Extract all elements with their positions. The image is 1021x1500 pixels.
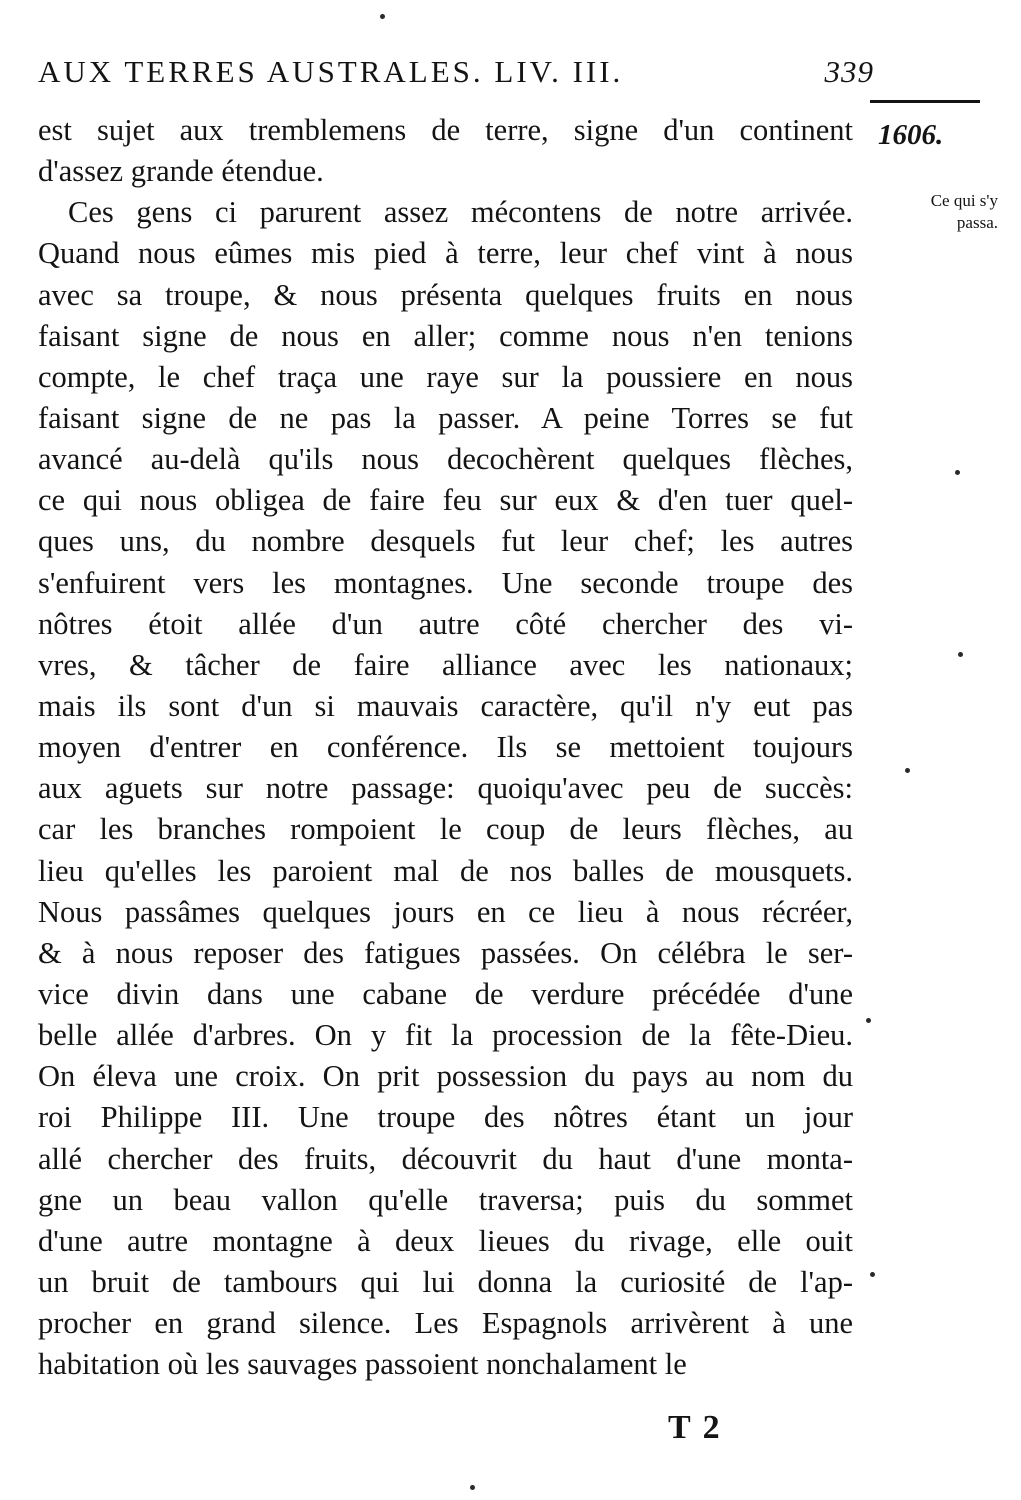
ink-speck [958,652,963,657]
ink-speck [870,1272,875,1277]
margin-year: 1606. [878,119,944,151]
text-line: s'enfuirent vers les montagnes. Une seconde troupe des [38,565,853,600]
text-line: Ces gens ci parurent assez mécontens de notre arrivée. [68,195,853,230]
ink-speck [866,1018,871,1023]
text-line: ques uns, du nombre desquels fut leur chef; les autres [38,524,853,559]
text-line: habitation où les sauvages passoient nonchalament le [38,1347,687,1382]
ink-speck [470,1485,475,1490]
text-line: lieu qu'elles les paroient mal de nos balles de mousquets. [38,853,853,888]
text-line: faisant signe de ne pas la passer. A peine Torres se fut [38,400,853,435]
text-line: moyen d'entrer en conférence. Ils se mettoient toujours [38,730,853,765]
running-head [38,52,874,92]
text-line: belle allée d'arbres. On y fit la procession de la fête-Dieu. [38,1018,853,1053]
text-line: On éleva une croix. On prit possession du pays au nom du [38,1059,853,1094]
text-line: procher en grand silence. Les Espagnols arrivèrent à une [38,1306,853,1341]
page-number: 339 [824,54,874,89]
text-line: & à nous reposer des fatigues passées. On célébra le ser- [38,935,853,970]
signature-mark: T 2 [668,1409,722,1446]
running-head-title: AUX TERRES AUSTRALES. LIV. III. [38,54,624,89]
body-text [38,110,853,1385]
text-line: gne un beau vallon qu'elle traversa; puis du sommet [38,1182,853,1217]
text-line: car les branches rompoient le coup de leurs flèches, au [38,812,853,847]
text-line: vres, & tâcher de faire alliance avec les nationaux; [38,647,853,682]
text-line: Quand nous eûmes mis pied à terre, leur chef vint à nous [38,236,853,271]
text-line: ce qui nous obligea de faire feu sur eux & d'en tuer quel- [38,483,853,518]
text-line: un bruit de tambours qui lui donna la curiosité de l'ap- [38,1264,853,1299]
text-line: d'assez grande étendue. [38,154,324,189]
text-line: mais ils sont d'un si mauvais caractère, qu'il n'y eut pas [38,688,853,723]
text-line: roi Philippe III. Une troupe des nôtres étant un jour [38,1100,853,1135]
ink-speck [380,14,385,19]
ink-speck [905,768,910,773]
text-line: compte, le chef traça une raye sur la poussiere en nous [38,359,853,394]
text-line: avec sa troupe, & nous présenta quelques fruits en nous [38,277,853,312]
text-line: avancé au-delà qu'ils nous decochèrent quelques flèches, [38,442,853,477]
margin-rule [870,100,980,103]
text-line: d'une autre montagne à deux lieues du rivage, elle ouit [38,1223,853,1258]
text-line: nôtres étoit allée d'un autre côté chercher des vi- [38,606,853,641]
text-line: est sujet aux tremblemens de terre, signe d'un continent [38,113,853,147]
text-line: Nous passâmes quelques jours en ce lieu à nous récréer, [38,894,853,929]
margin-note: Ce qui s'y passa. [930,191,998,232]
text-line: vice divin dans une cabane de verdure précédée d'une [38,976,853,1011]
ink-speck [955,470,960,475]
text-line: faisant signe de nous en aller; comme nous n'en tenions [38,318,853,353]
text-line: allé chercher des fruits, découvrit du haut d'une monta- [38,1141,853,1176]
text-line: aux aguets sur notre passage: quoiqu'avec peu de succès: [38,771,853,806]
